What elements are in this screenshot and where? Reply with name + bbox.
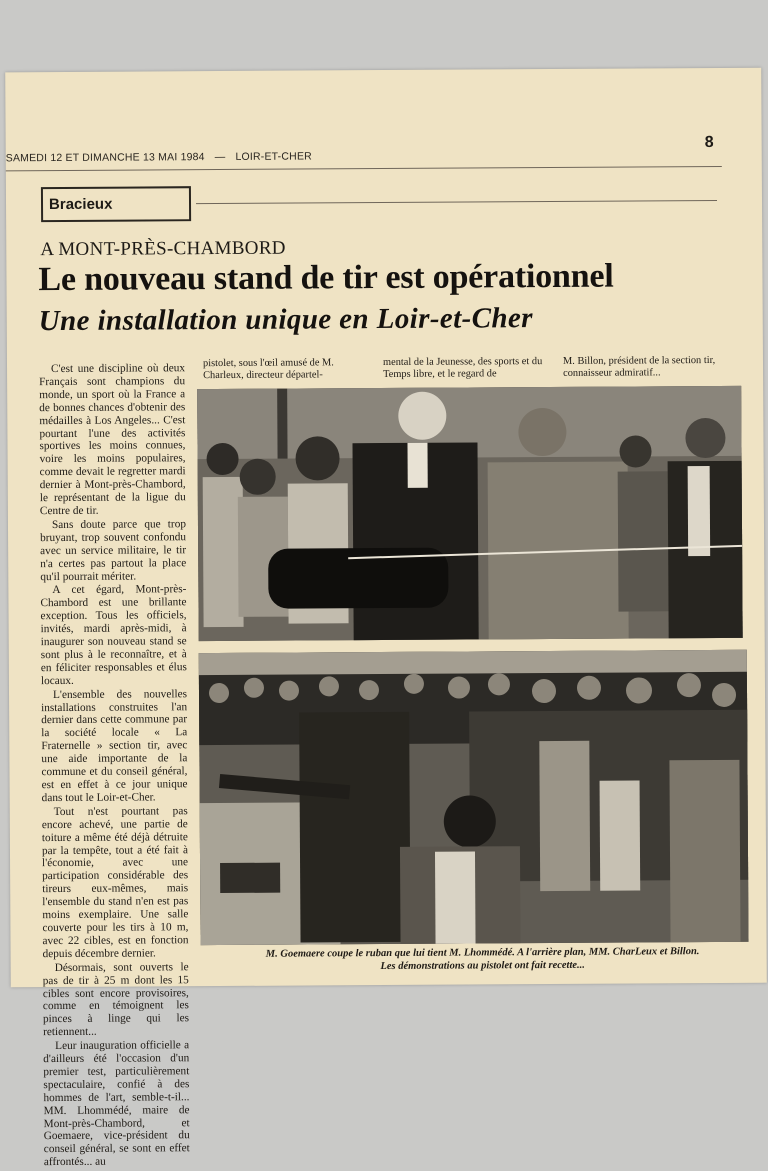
caption-line: M. Goemaere coupe le ruban que lui tient M. Lhommédé. A l'arrière plan, MM. CharLeux et Billon.: [265, 946, 700, 960]
date: SAMEDI 12 ET DIMANCHE 13 MAI 1984: [5, 151, 205, 165]
article-headline: Le nouveau stand de tir est opérationnel: [38, 257, 614, 299]
article-continuation-columns: [203, 355, 733, 390]
region: LOIR-ET-CHER: [235, 150, 312, 163]
caption-line: Les démonstrations au pistolet ont fait recette...: [380, 959, 585, 972]
page-number: 8: [704, 133, 714, 152]
photo-caption: [233, 946, 733, 974]
article-kicker: A MONT-PRÈS-CHAMBORD: [40, 237, 286, 261]
photo-pistol-demonstration: [199, 650, 749, 945]
dateline-separator: —: [214, 150, 226, 164]
paragraph: Sans doute parce que trop bruyant, trop souvent confondu avec un service militaire, le tir n'a certes pas partout la place qu'il pourrait mériter.: [40, 518, 187, 583]
continuation-column: mental de la Jeunesse, des sports et du Temps libre, et le regard de: [382, 356, 543, 380]
paragraph: C'est une discipline où deux Français sont champions du monde, un sport où la France a de bonnes chances d'obtenir des médailles à Los Angeles... C'est pourtant l'une des activités sportives les moins connues, voire les moins populaires, comme devait le regretter mardi dernier à Mont-près-Chambord, le représentant de la ligue du Centre de tir.: [39, 362, 186, 518]
paragraph: Désormais, sont ouverts le pas de tir à 25 m dont les 15 cibles sont encore provisoires, comme en témoignent les pinces à linge qui les retiennent...: [42, 960, 190, 1039]
paragraph: Tout n'est pourtant pas encore achevé, une partie de toiture a même été déjà détruite par la tempête, tout a été fait à l'économie, avec une participation considérable des tireurs eux-mêmes, mais l'ensemble du stand n'en est pas moins exemplaire. Une salle couverte pour les tirs à 10 m, avec 22 cibles, est en fonction depuis décembre dernier.: [41, 805, 189, 960]
continuation-column: pistolet, sous l'œil amusé de M. Charleux, directeur départel-: [202, 357, 334, 381]
dateline: [6, 148, 746, 165]
article-column-1: [39, 362, 190, 1170]
header-rule: [6, 166, 722, 171]
continuation-column: M. Billon, président de la section tir, connaisseur admiratif...: [562, 354, 716, 379]
paragraph: Leur inauguration officielle a d'ailleurs été l'occasion d'un premier test, particulièrement spectaculaire, confié à des hommes de l'art, semble-t-il... MM. Lhommédé, maire de Mont-près-Chambord, et Goemaere, vice-président du conseil général, se sont en effet affrontés... au: [43, 1039, 190, 1169]
photo-ribbon-cutting: [197, 386, 743, 641]
article-subhead: Une installation unique en Loir-et-Cher: [38, 302, 533, 338]
section-rule: [196, 200, 717, 204]
section-label: Bracieux: [41, 186, 191, 222]
newspaper-clipping: [5, 68, 767, 1169]
paragraph: L'ensemble des nouvelles installations construites l'an dernier dans cette commune par la société locale « La Fraternelle » section tir, avec une aide importante de la commune et du conseil général, est en effet à ce jour unique dans tout le Loir-et-Cher.: [41, 687, 188, 805]
paragraph: A cet égard, Mont-près-Chambord est une brillante exception. Tous les officiels, invités, mardi après-midi, à inaugurer son nouveau stand se sont plus à le reconnaître, et à en féliciter responsables et élus locaux.: [40, 583, 187, 687]
